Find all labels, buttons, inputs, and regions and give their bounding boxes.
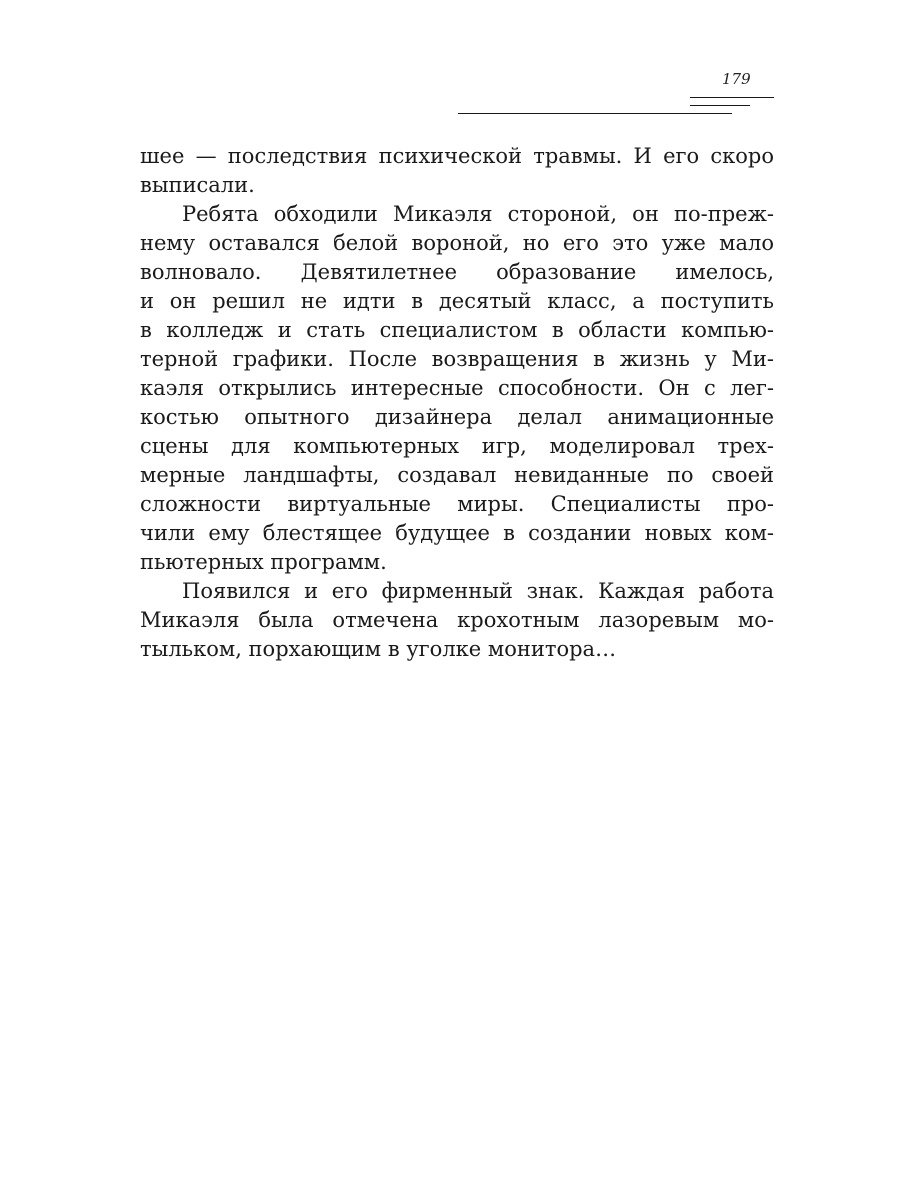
text-line: мерные ландшафты, создавал невиданные по своей: [140, 463, 774, 487]
text-line: костью опытного дизайнера делал анимационные: [140, 405, 774, 429]
text-line: терной графики. После возвращения в жизнь у Ми-: [140, 347, 774, 371]
text-line: и он решил не идти в десятый класс, а поступить: [140, 289, 774, 313]
text-line: Появился и его фирменный знак. Каждая работа: [182, 579, 774, 603]
page-number: 179: [722, 70, 751, 88]
text-line: шее — последствия психической травмы. И его скоро: [140, 144, 774, 168]
text-line: сложности виртуальные миры. Специалисты про-: [140, 492, 774, 516]
text-line: пьютерных программ.: [140, 550, 387, 574]
text-line: волновало. Девятилетнее образование имелось,: [140, 260, 774, 284]
text-line: Микаэля была отмечена крохотным лазоревым мо-: [140, 608, 774, 632]
text-line: в колледж и стать специалистом в области компью-: [140, 318, 774, 342]
text-line: Ребята обходили Микаэля стороной, он по-преж-: [182, 202, 774, 226]
text-line: тыльком, порхающим в уголке монитора…: [140, 637, 617, 661]
text-line: каэля открылись интересные способности. Он с лег-: [140, 376, 774, 400]
header-rule-middle: [690, 105, 750, 106]
text-line: выписали.: [140, 173, 255, 197]
text-line: чили ему блестящее будущее в создании новых ком-: [140, 521, 774, 545]
text-line: сцены для компьютерных игр, моделировал трех-: [140, 434, 774, 458]
header-rule-bottom: [458, 113, 732, 114]
header-rule-top: [690, 97, 774, 98]
text-line: нему оставался белой вороной, но его это уже мало: [140, 231, 774, 255]
